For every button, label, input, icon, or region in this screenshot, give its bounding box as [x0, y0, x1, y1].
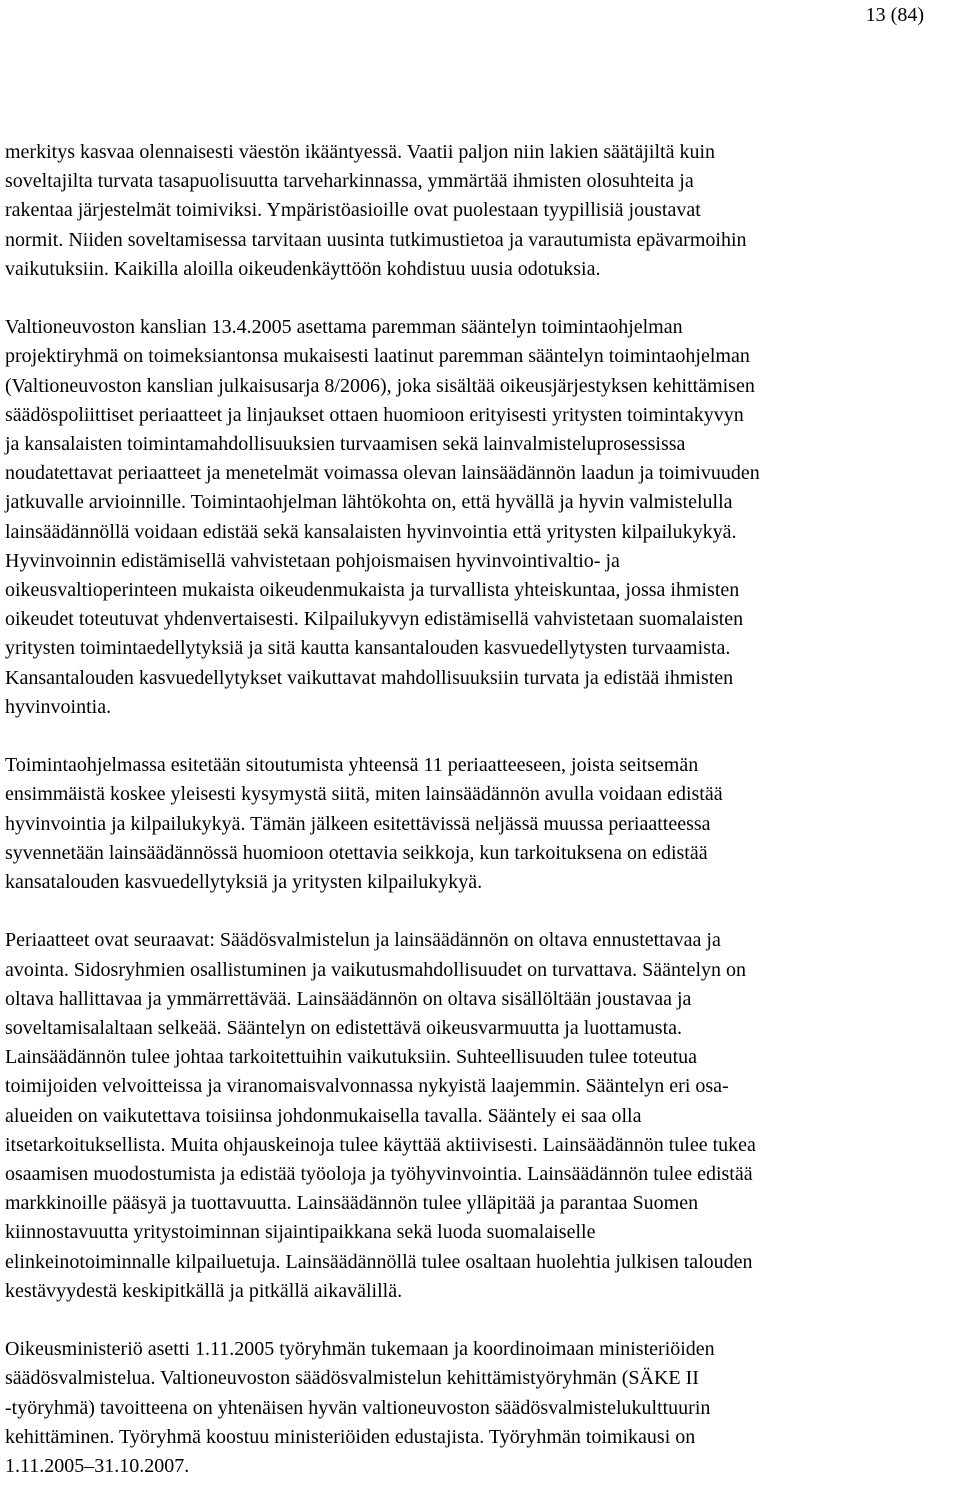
text-line: projektiryhmä on toimeksiantonsa mukaisesti laatinut paremman sääntelyn toimintaohjelman: [5, 345, 750, 368]
text-line: elinkeinotoiminnalle kilpailuetuja. Lainsäädännöllä tulee osaltaan huolehtia julkisen talouden: [5, 1250, 753, 1273]
text-line: säädöspoliittiset periaatteet ja linjaukset ottaen huomioon erityisesti yritysten toimintakyvyn: [5, 403, 744, 426]
text-line: oikeudet toteutuvat yhdenvertaisesti. Kilpailukyvyn edistämisellä vahvistetaan suomalaisten: [5, 608, 744, 631]
text-line: Oikeusministeriö asetti 1.11.2005 työryhmän tukemaan ja koordinoimaan ministeriöiden: [5, 1338, 715, 1361]
text-line: -työryhmä) tavoitteena on yhtenäisen hyvän valtioneuvoston säädösvalmistelukulttuurin: [5, 1396, 711, 1419]
paragraph-better-regulation-programme: [5, 313, 950, 722]
document-body: [5, 138, 950, 1481]
text-line: kiinnostavuutta yritystoiminnan sijaintipaikkana sekä luoda suomalaiselle: [5, 1221, 596, 1244]
text-line: alueiden on vaikutettava toisiinsa johdonmukaisella tavalla. Sääntely ei saa olla: [5, 1104, 642, 1127]
text-line: 1.11.2005–31.10.2007.: [5, 1455, 190, 1478]
paragraph-eleven-principles: [5, 751, 950, 897]
text-line: itsetarkoituksellista. Muita ohjauskeinoja tulee käyttää aktiivisesti. Lainsäädännön tulee tukea: [5, 1133, 756, 1156]
text-line: markkinoille pääsyä ja tuottavuutta. Lainsäädännön tulee ylläpitää ja parantaa Suomen: [5, 1192, 699, 1215]
text-line: toimijoiden velvoitteissa ja viranomaisvalvonnassa nykyistä laajemmin. Sääntelyn eri osa-: [5, 1075, 729, 1098]
text-line: oikeusvaltioperinteen mukaista oikeudenmukaista ja turvallista yhteiskuntaa, jossa ihmisten: [5, 579, 740, 602]
text-line: syvennetään lainsäädännössä huomioon otettavia seikkoja, kun tarkoituksena on edistää: [5, 841, 708, 864]
text-line: jatkuvalle arvioinnille. Toimintaohjelman lähtökohta on, että hyvällä ja hyvin valmistelulla: [5, 491, 733, 514]
text-line: soveltajilta turvata tasapuolisuutta tarveharkinnassa, ymmärtää ihmisten olosuhteita ja: [5, 170, 694, 193]
text-line: noudatettavat periaatteet ja menetelmät voimassa olevan lainsäädännön laadun ja toimivuuden: [5, 462, 760, 485]
text-line: lainsäädännöllä voidaan edistää sekä kansalaisten hyvinvointia että yritysten kilpailukykyä.: [5, 520, 737, 543]
text-line: avointa. Sidosryhmien osallistuminen ja vaikutusmahdollisuudet on turvattava. Sääntelyn on: [5, 958, 746, 981]
text-line: Lainsäädännön tulee johtaa tarkoitettuihin vaikutuksiin. Suhteellisuuden tulee toteutua: [5, 1046, 698, 1069]
text-line: Hyvinvoinnin edistämisellä vahvistetaan pohjoismaisen hyvinvointivaltio- ja: [5, 549, 620, 572]
text-line: osaamisen muodostumista ja edistää työoloja ja työhyvinvointia. Lainsäädännön tulee edistää: [5, 1163, 753, 1186]
text-line: Toimintaohjelmassa esitetään sitoutumista yhteensä 11 periaatteeseen, joista seitsemän: [5, 754, 699, 777]
text-line: kehittäminen. Työryhmä koostuu ministeriöiden edustajista. Työryhmän toimikausi on: [5, 1425, 696, 1448]
text-line: kestävyydestä keskipitkällä ja pitkällä aikavälillä.: [5, 1279, 403, 1302]
text-line: yritysten toimintaedellytyksiä ja sitä kautta kansantalouden kasvuedellytysten turvaamista.: [5, 637, 731, 660]
page-number: 13 (84): [865, 4, 924, 26]
text-line: normit. Niiden soveltamisessa tarvitaan uusinta tutkimustietoa ja varautumista epävarmoihin: [5, 228, 747, 251]
text-line: hyvinvointia.: [5, 695, 112, 718]
text-line: säädösvalmistelua. Valtioneuvoston säädösvalmistelun kehittämistyöryhmän (SÄKE II: [5, 1367, 699, 1390]
text-line: Valtioneuvoston kanslian 13.4.2005 asettama paremman sääntelyn toimintaohjelman: [5, 316, 683, 339]
text-line: soveltamisalaltaan selkeää. Sääntelyn on edistettävä oikeusvarmuutta ja luottamusta.: [5, 1017, 683, 1040]
text-line: rakentaa järjestelmät toimiviksi. Ympäristöasioille ovat puolestaan tyypillisiä joustavat: [5, 199, 701, 222]
text-line: oltava hallittavaa ja ymmärrettävää. Lainsäädännön on oltava sisällöltään joustavaa ja: [5, 987, 692, 1010]
paragraph-population-aging: [5, 138, 950, 284]
text-line: vaikutuksiin. Kaikilla aloilla oikeudenkäyttöön kohdistuu uusia odotuksia.: [5, 257, 601, 280]
text-line: hyvinvointia ja kilpailukykyä. Tämän jälkeen esitettävissä neljässä muussa periaatteessa: [5, 812, 711, 835]
text-line: ensimmäistä koskee yleisesti kysymystä siitä, miten lainsäädännön avulla voidaan edistää: [5, 783, 723, 806]
text-line: (Valtioneuvoston kanslian julkaisusarja 8/2006), joka sisältää oikeusjärjestyksen kehittämisen: [5, 374, 755, 397]
text-line: kansatalouden kasvuedellytyksiä ja yritysten kilpailukykyä.: [5, 871, 483, 894]
text-line: ja kansalaisten toimintamahdollisuuksien turvaamisen sekä lainvalmisteluprosessissa: [5, 433, 686, 456]
text-line: Kansantalouden kasvuedellytykset vaikuttavat mahdollisuuksiin turvata ja edistää ihmisten: [5, 666, 734, 689]
paragraph-principles-list: [5, 926, 950, 1306]
paragraph-working-group: [5, 1335, 950, 1481]
text-line: merkitys kasvaa olennaisesti väestön ikääntyessä. Vaatii paljon niin lakien säätäjiltä kuin: [5, 141, 715, 163]
text-line: Periaatteet ovat seuraavat: Säädösvalmistelun ja lainsäädännön on oltava ennustettavaa ja: [5, 929, 721, 952]
